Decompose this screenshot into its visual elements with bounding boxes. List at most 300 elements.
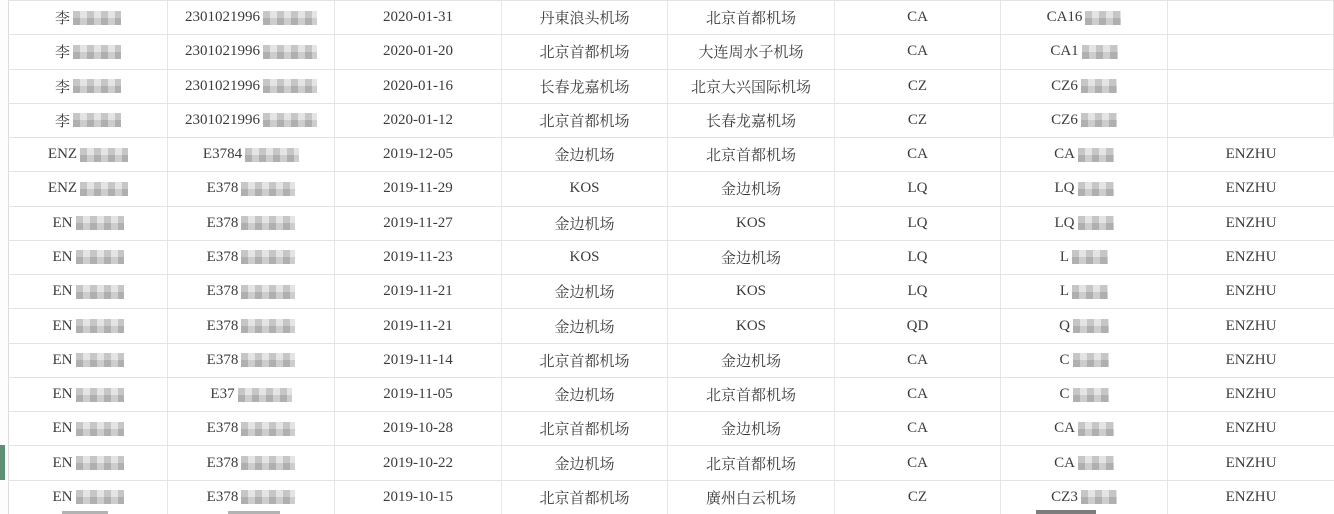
booking-agent-text: ENZHU bbox=[1225, 454, 1277, 471]
cell-booking-agent[interactable] bbox=[1168, 207, 1334, 240]
cell-airline-code[interactable] bbox=[835, 35, 1001, 68]
redaction-mosaic bbox=[241, 353, 295, 367]
document-number-text: E378 bbox=[206, 214, 239, 231]
cell-departure-airport[interactable] bbox=[502, 309, 668, 342]
cell-document-number[interactable] bbox=[168, 104, 335, 137]
cell-arrival-airport[interactable] bbox=[668, 309, 835, 342]
cell-departure-airport[interactable] bbox=[502, 481, 668, 514]
airline-code-text: CA bbox=[907, 351, 928, 368]
redaction-mosaic bbox=[76, 216, 124, 230]
cell-flight-number[interactable] bbox=[1001, 104, 1168, 137]
redaction-mosaic bbox=[241, 422, 295, 436]
booking-agent-text: ENZHU bbox=[1225, 351, 1277, 368]
cell-arrival-airport[interactable] bbox=[668, 207, 835, 240]
redaction-mosaic bbox=[80, 182, 128, 196]
redaction-mosaic bbox=[1072, 250, 1108, 264]
cell-document-number[interactable] bbox=[168, 344, 335, 377]
cell-flight-date[interactable] bbox=[335, 344, 502, 377]
document-number-text: E378 bbox=[206, 488, 239, 505]
arrival-airport-text: 北京首都机场 bbox=[705, 148, 796, 165]
cell-arrival-airport[interactable] bbox=[668, 275, 835, 308]
departure-airport-text: 北京首都机场 bbox=[539, 45, 630, 62]
departure-airport-text: KOS bbox=[569, 180, 600, 197]
cell-arrival-airport[interactable] bbox=[668, 446, 835, 479]
redaction-mosaic bbox=[1073, 319, 1109, 333]
airline-code-text: LQ bbox=[907, 180, 928, 197]
cell-airline-code[interactable] bbox=[835, 275, 1001, 308]
cell-flight-number[interactable] bbox=[1001, 378, 1168, 411]
redaction-mosaic bbox=[1073, 388, 1109, 402]
table-row[interactable] bbox=[8, 241, 1334, 275]
cell-flight-number[interactable] bbox=[1001, 1, 1168, 34]
departure-airport-text: 金边机场 bbox=[554, 456, 615, 473]
passenger-name-text: EN bbox=[52, 420, 73, 437]
flight-number-text: LQ bbox=[1054, 180, 1075, 197]
document-number-text: E378 bbox=[206, 351, 239, 368]
table-row[interactable] bbox=[8, 104, 1334, 138]
cell-departure-airport[interactable] bbox=[502, 446, 668, 479]
redaction-mosaic bbox=[1078, 422, 1114, 436]
cell-passenger-name[interactable] bbox=[8, 309, 168, 342]
cell-passenger-name[interactable] bbox=[8, 172, 168, 205]
flight-number-text: CA bbox=[1054, 420, 1075, 437]
redaction-mosaic bbox=[1078, 182, 1114, 196]
cell-flight-date[interactable] bbox=[335, 309, 502, 342]
cell-document-number[interactable] bbox=[168, 172, 335, 205]
arrival-airport-text: 北京首都机场 bbox=[705, 456, 796, 473]
arrival-airport-text: 北京首都机场 bbox=[705, 388, 796, 405]
table-row[interactable] bbox=[8, 344, 1334, 378]
flight-date-text: 2019-11-14 bbox=[383, 351, 453, 368]
flight-number-text: C bbox=[1059, 351, 1070, 368]
cell-document-number[interactable] bbox=[168, 481, 335, 514]
airline-code-text: CA bbox=[907, 454, 928, 471]
passenger-name-text: EN bbox=[52, 317, 73, 334]
passenger-name-text: ENZ bbox=[47, 146, 78, 163]
cell-booking-agent[interactable] bbox=[1168, 138, 1334, 171]
redaction-mosaic bbox=[80, 148, 128, 162]
cell-passenger-name[interactable] bbox=[8, 138, 168, 171]
redaction-mosaic bbox=[76, 319, 124, 333]
passenger-name-text: 李 bbox=[54, 45, 70, 62]
passenger-name-text: 李 bbox=[54, 79, 70, 96]
cell-arrival-airport[interactable] bbox=[668, 481, 835, 514]
flight-date-text: 2019-11-27 bbox=[383, 214, 453, 231]
cell-departure-airport[interactable] bbox=[502, 241, 668, 274]
cell-departure-airport[interactable] bbox=[502, 104, 668, 137]
document-number-text: 2301021996 bbox=[185, 77, 260, 94]
flight-date-text: 2019-10-15 bbox=[383, 488, 453, 505]
cell-document-number[interactable] bbox=[168, 275, 335, 308]
table-row[interactable] bbox=[8, 138, 1334, 172]
flight-date-text: 2019-10-28 bbox=[383, 420, 453, 437]
redaction-mosaic bbox=[1078, 216, 1114, 230]
arrival-airport-text: 金边机场 bbox=[720, 182, 781, 199]
cell-departure-airport[interactable] bbox=[502, 1, 668, 34]
document-number-text: 2301021996 bbox=[185, 43, 260, 60]
cell-airline-code[interactable] bbox=[835, 1, 1001, 34]
document-number-text: E378 bbox=[206, 248, 239, 265]
departure-airport-text: KOS bbox=[569, 248, 600, 265]
cell-document-number[interactable] bbox=[168, 70, 335, 103]
redaction-mosaic bbox=[241, 216, 295, 230]
arrival-airport-text: 北京首都机场 bbox=[705, 11, 796, 28]
redaction-mosaic bbox=[1081, 79, 1117, 93]
cell-flight-date[interactable] bbox=[335, 481, 502, 514]
cell-departure-airport[interactable] bbox=[502, 172, 668, 205]
redaction-mosaic bbox=[241, 250, 295, 264]
booking-agent-text: ENZHU bbox=[1225, 488, 1277, 505]
cell-booking-agent[interactable] bbox=[1168, 378, 1334, 411]
redaction-mosaic bbox=[1081, 113, 1117, 127]
redaction-mosaic bbox=[1085, 11, 1121, 25]
cell-flight-date[interactable] bbox=[335, 35, 502, 68]
cell-booking-agent[interactable] bbox=[1168, 481, 1334, 514]
cell-passenger-name[interactable] bbox=[8, 481, 168, 514]
arrival-airport-text: 大连周水子机场 bbox=[698, 45, 804, 62]
flight-number-text: CA1 bbox=[1050, 43, 1079, 60]
cell-arrival-airport[interactable] bbox=[668, 70, 835, 103]
flight-date-text: 2019-11-21 bbox=[383, 283, 453, 300]
document-number-text: E378 bbox=[206, 317, 239, 334]
document-number-text: E378 bbox=[206, 420, 239, 437]
booking-agent-text: ENZHU bbox=[1225, 283, 1277, 300]
cell-passenger-name[interactable] bbox=[8, 241, 168, 274]
cell-departure-airport[interactable] bbox=[502, 35, 668, 68]
flight-date-text: 2020-01-31 bbox=[383, 9, 453, 26]
redaction-mosaic bbox=[263, 45, 317, 59]
cell-flight-date[interactable] bbox=[335, 70, 502, 103]
booking-agent-text: ENZHU bbox=[1225, 248, 1277, 265]
cell-departure-airport[interactable] bbox=[502, 275, 668, 308]
cell-flight-date[interactable] bbox=[335, 207, 502, 240]
flight-number-text: CZ6 bbox=[1051, 77, 1078, 94]
flight-date-text: 2019-11-21 bbox=[383, 317, 453, 334]
passenger-name-text: EN bbox=[52, 214, 73, 231]
redaction-mosaic bbox=[1078, 148, 1114, 162]
redaction-mosaic bbox=[241, 456, 295, 470]
cell-booking-agent[interactable] bbox=[1168, 172, 1334, 205]
airline-code-text: LQ bbox=[907, 283, 928, 300]
passenger-name-text: EN bbox=[52, 386, 73, 403]
table-row[interactable] bbox=[8, 446, 1334, 480]
cell-departure-airport[interactable] bbox=[502, 207, 668, 240]
flight-number-text: CZ6 bbox=[1051, 111, 1078, 128]
cell-arrival-airport[interactable] bbox=[668, 412, 835, 445]
cell-booking-agent[interactable] bbox=[1168, 70, 1334, 103]
cell-passenger-name[interactable] bbox=[8, 35, 168, 68]
departure-airport-text: 北京首都机场 bbox=[539, 490, 630, 507]
booking-agent-text: ENZHU bbox=[1225, 420, 1277, 437]
cell-flight-number[interactable] bbox=[1001, 70, 1168, 103]
redaction-mosaic bbox=[73, 113, 121, 127]
redaction-mosaic bbox=[241, 182, 295, 196]
cell-booking-agent[interactable] bbox=[1168, 35, 1334, 68]
table-row[interactable] bbox=[8, 378, 1334, 412]
row-selection-strip bbox=[0, 445, 5, 479]
cell-document-number[interactable] bbox=[168, 207, 335, 240]
cell-passenger-name[interactable] bbox=[8, 104, 168, 137]
arrival-airport-text: 长春龙嘉机场 bbox=[705, 113, 796, 130]
passenger-name-text: EN bbox=[52, 248, 73, 265]
cell-flight-date[interactable] bbox=[335, 446, 502, 479]
flights-table bbox=[8, 0, 1334, 514]
redaction-mosaic bbox=[76, 456, 124, 470]
document-number-text: E378 bbox=[206, 180, 239, 197]
cell-arrival-airport[interactable] bbox=[668, 241, 835, 274]
cell-arrival-airport[interactable] bbox=[668, 1, 835, 34]
cell-document-number[interactable] bbox=[168, 1, 335, 34]
flight-date-text: 2019-11-29 bbox=[383, 180, 453, 197]
cell-passenger-name[interactable] bbox=[8, 412, 168, 445]
departure-airport-text: 北京首都机场 bbox=[539, 353, 630, 370]
airline-code-text: CZ bbox=[907, 111, 928, 128]
redaction-mosaic bbox=[76, 285, 124, 299]
cell-booking-agent[interactable] bbox=[1168, 104, 1334, 137]
cell-booking-agent[interactable] bbox=[1168, 275, 1334, 308]
departure-airport-text: 金边机场 bbox=[554, 216, 615, 233]
departure-airport-text: 金边机场 bbox=[554, 319, 615, 336]
cell-flight-date[interactable] bbox=[335, 412, 502, 445]
cell-arrival-airport[interactable] bbox=[668, 344, 835, 377]
arrival-airport-text: 廣州白云机场 bbox=[705, 490, 796, 507]
table-row[interactable] bbox=[8, 412, 1334, 446]
cell-airline-code[interactable] bbox=[835, 172, 1001, 205]
table-row[interactable] bbox=[8, 172, 1334, 206]
cell-airline-code[interactable] bbox=[835, 446, 1001, 479]
cell-departure-airport[interactable] bbox=[502, 70, 668, 103]
airline-code-text: CZ bbox=[907, 488, 928, 505]
cell-flight-date[interactable] bbox=[335, 1, 502, 34]
passenger-name-text: EN bbox=[52, 351, 73, 368]
cell-passenger-name[interactable] bbox=[8, 207, 168, 240]
cell-booking-agent[interactable] bbox=[1168, 1, 1334, 34]
flight-number-text: LQ bbox=[1054, 214, 1075, 231]
redaction-mosaic bbox=[76, 422, 124, 436]
passenger-name-text: EN bbox=[52, 488, 73, 505]
cell-flight-number[interactable] bbox=[1001, 35, 1168, 68]
cell-passenger-name[interactable] bbox=[8, 344, 168, 377]
table-row[interactable] bbox=[8, 481, 1334, 514]
departure-airport-text: 金边机场 bbox=[554, 285, 615, 302]
redaction-mosaic bbox=[245, 148, 299, 162]
cell-document-number[interactable] bbox=[168, 309, 335, 342]
arrival-airport-text: KOS bbox=[735, 214, 766, 231]
cell-departure-airport[interactable] bbox=[502, 378, 668, 411]
airline-code-text: CZ bbox=[907, 77, 928, 94]
cell-booking-agent[interactable] bbox=[1168, 412, 1334, 445]
cell-arrival-airport[interactable] bbox=[668, 35, 835, 68]
cell-flight-number[interactable] bbox=[1001, 412, 1168, 445]
cell-flight-number[interactable] bbox=[1001, 138, 1168, 171]
document-number-text: E378 bbox=[206, 454, 239, 471]
table-row[interactable] bbox=[8, 70, 1334, 104]
cell-passenger-name[interactable] bbox=[8, 275, 168, 308]
cell-passenger-name[interactable] bbox=[8, 378, 168, 411]
cell-departure-airport[interactable] bbox=[502, 138, 668, 171]
cell-flight-date[interactable] bbox=[335, 241, 502, 274]
cell-flight-number[interactable] bbox=[1001, 309, 1168, 342]
cell-airline-code[interactable] bbox=[835, 481, 1001, 514]
cell-flight-number[interactable] bbox=[1001, 481, 1168, 514]
redaction-mosaic bbox=[241, 285, 295, 299]
cell-arrival-airport[interactable] bbox=[668, 378, 835, 411]
airline-code-text: CA bbox=[907, 386, 928, 403]
flight-number-text: L bbox=[1059, 248, 1070, 265]
redaction-mosaic bbox=[1073, 353, 1109, 367]
flight-number-text: L bbox=[1059, 283, 1070, 300]
cell-booking-agent[interactable] bbox=[1168, 309, 1334, 342]
departure-airport-text: 北京首都机场 bbox=[539, 422, 630, 439]
table-row[interactable] bbox=[8, 35, 1334, 69]
cell-booking-agent[interactable] bbox=[1168, 446, 1334, 479]
departure-airport-text: 金边机场 bbox=[554, 388, 615, 405]
airline-code-text: CA bbox=[907, 9, 928, 26]
airline-code-text: LQ bbox=[907, 248, 928, 265]
document-number-text: 2301021996 bbox=[185, 111, 260, 128]
cell-document-number[interactable] bbox=[168, 241, 335, 274]
passenger-name-text: EN bbox=[52, 454, 73, 471]
redaction-mosaic bbox=[241, 319, 295, 333]
cell-airline-code[interactable] bbox=[835, 70, 1001, 103]
booking-agent-text: ENZHU bbox=[1225, 214, 1277, 231]
flight-date-text: 2020-01-16 bbox=[383, 77, 453, 94]
cell-booking-agent[interactable] bbox=[1168, 344, 1334, 377]
flight-number-text: CA bbox=[1054, 146, 1075, 163]
passenger-name-text: 李 bbox=[54, 11, 70, 28]
arrival-airport-text: 金边机场 bbox=[720, 353, 781, 370]
table-row[interactable] bbox=[8, 207, 1334, 241]
cell-departure-airport[interactable] bbox=[502, 344, 668, 377]
cell-departure-airport[interactable] bbox=[502, 412, 668, 445]
arrival-airport-text: 金边机场 bbox=[720, 422, 781, 439]
departure-airport-text: 丹東浪头机场 bbox=[539, 11, 630, 28]
cell-airline-code[interactable] bbox=[835, 241, 1001, 274]
cell-arrival-airport[interactable] bbox=[668, 172, 835, 205]
cell-document-number[interactable] bbox=[168, 446, 335, 479]
flight-number-text: Q bbox=[1059, 317, 1070, 334]
redaction-mosaic bbox=[76, 353, 124, 367]
cell-flight-number[interactable] bbox=[1001, 275, 1168, 308]
airline-code-text: QD bbox=[906, 317, 929, 334]
departure-airport-text: 金边机场 bbox=[554, 148, 615, 165]
cell-flight-date[interactable] bbox=[335, 104, 502, 137]
redaction-mosaic bbox=[263, 11, 317, 25]
cell-flight-number[interactable] bbox=[1001, 207, 1168, 240]
document-number-text: E37 bbox=[210, 386, 235, 403]
cell-flight-number[interactable] bbox=[1001, 446, 1168, 479]
redaction-mosaic bbox=[263, 79, 317, 93]
flight-number-text: CA bbox=[1054, 454, 1075, 471]
airline-code-text: CA bbox=[907, 146, 928, 163]
arrival-airport-text: KOS bbox=[735, 283, 766, 300]
cell-arrival-airport[interactable] bbox=[668, 104, 835, 137]
cell-passenger-name[interactable] bbox=[8, 1, 168, 34]
flight-date-text: 2020-01-20 bbox=[383, 43, 453, 60]
table-row[interactable] bbox=[8, 275, 1334, 309]
table-row[interactable] bbox=[8, 309, 1334, 343]
redaction-mosaic bbox=[73, 79, 121, 93]
redaction-mosaic bbox=[76, 490, 124, 504]
departure-airport-text: 长春龙嘉机场 bbox=[539, 79, 630, 96]
cell-airline-code[interactable] bbox=[835, 309, 1001, 342]
airline-code-text: CA bbox=[907, 420, 928, 437]
arrival-airport-text: 金边机场 bbox=[720, 250, 781, 267]
document-number-text: E378 bbox=[206, 283, 239, 300]
cell-airline-code[interactable] bbox=[835, 412, 1001, 445]
cell-airline-code[interactable] bbox=[835, 207, 1001, 240]
flight-date-text: 2019-11-23 bbox=[383, 248, 453, 265]
redaction-mosaic bbox=[1078, 456, 1114, 470]
passenger-name-text: ENZ bbox=[47, 180, 78, 197]
departure-airport-text: 北京首都机场 bbox=[539, 113, 630, 130]
cell-passenger-name[interactable] bbox=[8, 70, 168, 103]
redaction-mosaic bbox=[76, 250, 124, 264]
passenger-name-text: 李 bbox=[54, 113, 70, 130]
flight-date-text: 2019-10-22 bbox=[383, 454, 453, 471]
cell-passenger-name[interactable] bbox=[8, 446, 168, 479]
redaction-mosaic bbox=[1082, 45, 1118, 59]
flight-date-text: 2019-11-05 bbox=[383, 386, 453, 403]
airline-code-text: LQ bbox=[907, 214, 928, 231]
partial-next-row-flight-redaction bbox=[1036, 510, 1096, 514]
flight-number-text: CA16 bbox=[1046, 9, 1083, 26]
booking-agent-text: ENZHU bbox=[1225, 386, 1277, 403]
booking-agent-text: ENZHU bbox=[1225, 146, 1277, 163]
redaction-mosaic bbox=[1081, 490, 1117, 504]
cell-document-number[interactable] bbox=[168, 138, 335, 171]
arrival-airport-text: KOS bbox=[735, 317, 766, 334]
table-row[interactable] bbox=[8, 1, 1334, 35]
cell-arrival-airport[interactable] bbox=[668, 138, 835, 171]
cell-flight-date[interactable] bbox=[335, 138, 502, 171]
redaction-mosaic bbox=[73, 11, 121, 25]
cell-document-number[interactable] bbox=[168, 412, 335, 445]
cell-document-number[interactable] bbox=[168, 35, 335, 68]
cell-booking-agent[interactable] bbox=[1168, 241, 1334, 274]
booking-agent-text: ENZHU bbox=[1225, 180, 1277, 197]
left-gutter bbox=[0, 0, 8, 514]
booking-agent-text: ENZHU bbox=[1225, 317, 1277, 334]
flight-number-text: CZ3 bbox=[1051, 488, 1078, 505]
cell-flight-number[interactable] bbox=[1001, 241, 1168, 274]
cell-airline-code[interactable] bbox=[835, 378, 1001, 411]
redaction-mosaic bbox=[1072, 285, 1108, 299]
redaction-mosaic bbox=[263, 113, 317, 127]
flight-number-text: C bbox=[1059, 386, 1070, 403]
cell-flight-date[interactable] bbox=[335, 172, 502, 205]
cell-airline-code[interactable] bbox=[835, 138, 1001, 171]
cell-flight-number[interactable] bbox=[1001, 172, 1168, 205]
cell-flight-date[interactable] bbox=[335, 378, 502, 411]
redaction-mosaic bbox=[238, 388, 292, 402]
cell-flight-date[interactable] bbox=[335, 275, 502, 308]
redaction-mosaic bbox=[73, 45, 121, 59]
cell-airline-code[interactable] bbox=[835, 344, 1001, 377]
redaction-mosaic bbox=[76, 388, 124, 402]
flight-date-text: 2020-01-12 bbox=[383, 111, 453, 128]
cell-flight-number[interactable] bbox=[1001, 344, 1168, 377]
cell-document-number[interactable] bbox=[168, 378, 335, 411]
document-number-text: 2301021996 bbox=[185, 9, 260, 26]
airline-code-text: CA bbox=[907, 43, 928, 60]
flight-date-text: 2019-12-05 bbox=[383, 146, 453, 163]
passenger-name-text: EN bbox=[52, 283, 73, 300]
arrival-airport-text: 北京大兴国际机场 bbox=[690, 79, 811, 96]
document-number-text: E3784 bbox=[202, 146, 243, 163]
cell-airline-code[interactable] bbox=[835, 104, 1001, 137]
redaction-mosaic bbox=[241, 490, 295, 504]
